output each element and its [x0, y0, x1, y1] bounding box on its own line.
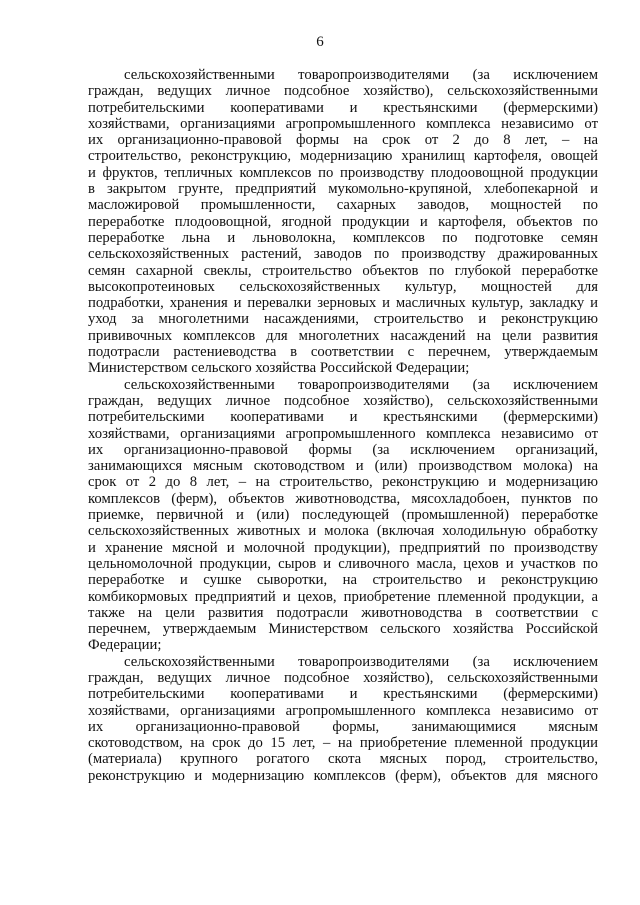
page-number: 6: [316, 34, 324, 50]
text-line: прививочных комплексов для многолетних насаждений на цели развития: [88, 327, 598, 344]
text-line: строительство, реконструкцию, модернизацию хранилищ картофеля, овощей: [88, 148, 598, 165]
text-line: сельскохозяйственными товаропроизводителями (за исключением: [124, 376, 598, 393]
text-line: хозяйствами, организациями агропромышленного комплекса независимо от: [88, 702, 598, 719]
text-line: граждан, ведущих личное подсобное хозяйство), сельскохозяйственными: [88, 83, 598, 100]
document-body: [88, 67, 598, 784]
text-line: уход за многолетними насаждениями, строительство и реконструкцию: [88, 311, 598, 328]
text-line: сельскохозяйственных растений, заводов по производству дражированных: [88, 246, 598, 263]
text-line: Федерации;: [88, 637, 162, 654]
text-line: Министерством сельского хозяйства Российской Федерации;: [88, 360, 470, 377]
text-line: граждан, ведущих личное подсобное хозяйство), сельскохозяйственными: [88, 669, 598, 686]
text-line: цельномолочной продукции, сыров и сливочного масла, цехов и участков по: [88, 555, 598, 572]
text-line: их организационно-правовой формы (за исключением организаций,: [88, 441, 598, 458]
text-line: перечнем, утверждаемым Министерством сельского хозяйства Российской: [88, 621, 598, 638]
text-line: сельскохозяйственными товаропроизводителями (за исключением: [124, 67, 598, 83]
text-line: потребительскими кооперативами и крестьянскими (фермерскими): [88, 409, 598, 426]
text-line: сельскохозяйственных животных и молока (включая холодильную обработку: [88, 523, 598, 540]
text-line: (материала) крупного рогатого скота мясных пород, строительство,: [88, 751, 598, 768]
text-line: хозяйствами, организациями агропромышленного комплекса независимо от: [88, 425, 598, 442]
text-line: реконструкцию и модернизацию комплексов (ферм), объектов для мясного: [88, 767, 598, 784]
text-line: переработке и сушке сыворотки, на строительство и реконструкцию: [88, 572, 598, 589]
text-line: в закрытом грунте, предприятий мукомольно-крупяной, хлебопекарной и: [88, 181, 598, 198]
text-line: сельскохозяйственными товаропроизводителями (за исключением: [124, 653, 598, 670]
text-line: переработке плодоовощной, ягодной продукции и картофеля, объектов по: [88, 213, 598, 230]
text-line: и хранение мясной и молочной продукции), предприятий по производству: [88, 539, 598, 556]
text-line: потребительскими кооперативами и крестьянскими (фермерскими): [88, 686, 598, 703]
text-line: приемке, первичной и (или) последующей (промышленной) переработке: [88, 507, 598, 524]
text-line: семян сахарной свеклы, строительство объектов по глубокой переработке: [88, 262, 598, 279]
text-line: высокопротеиновых сельскохозяйственных культур, мощностей для: [88, 278, 598, 295]
paragraph: [88, 654, 598, 784]
paragraph: [88, 67, 598, 377]
text-line: и фруктов, тепличных комплексов по производству плодоовощной продукции: [88, 164, 598, 181]
text-line: также на цели развития подотрасли животноводства в соответствии с: [88, 604, 598, 621]
text-line: комбикормовых предприятий и цехов, приобретение племенной продукции, а: [88, 588, 598, 605]
text-line: потребительскими кооперативами и крестьянскими (фермерскими): [88, 99, 598, 116]
text-line: подотрасли растениеводства в соответствии с перечнем, утверждаемым: [88, 344, 598, 361]
text-line: граждан, ведущих личное подсобное хозяйство), сельскохозяйственными: [88, 392, 598, 409]
text-line: подработки, хранения и перевалки зерновых и масличных культур, закладку и: [88, 295, 598, 312]
text-line: комплексов (ферм), объектов животноводства, мясохладобоен, пунктов по: [88, 490, 598, 507]
text-line: хозяйствами, организациями агропромышленного комплекса независимо от: [88, 115, 598, 132]
text-line: срок от 2 до 8 лет, – на строительство, реконструкцию и модернизацию: [88, 474, 598, 491]
text-line: масложировой промышленности, сахарных заводов, мощностей по: [88, 197, 598, 214]
text-line: их организационно-правовой формы, занимающимися мясным: [88, 718, 598, 735]
text-line: переработке льна и льноволокна, комплексов по подготовке семян: [88, 229, 598, 246]
paragraph: [88, 377, 598, 654]
text-line: занимающихся мясным скотоводством и (или) производством молока) на: [88, 458, 598, 475]
text-line: их организационно-правовой формы на срок от 2 до 8 лет, – на: [88, 132, 598, 149]
text-line: скотоводством, на срок до 15 лет, – на приобретение племенной продукции: [88, 735, 598, 752]
